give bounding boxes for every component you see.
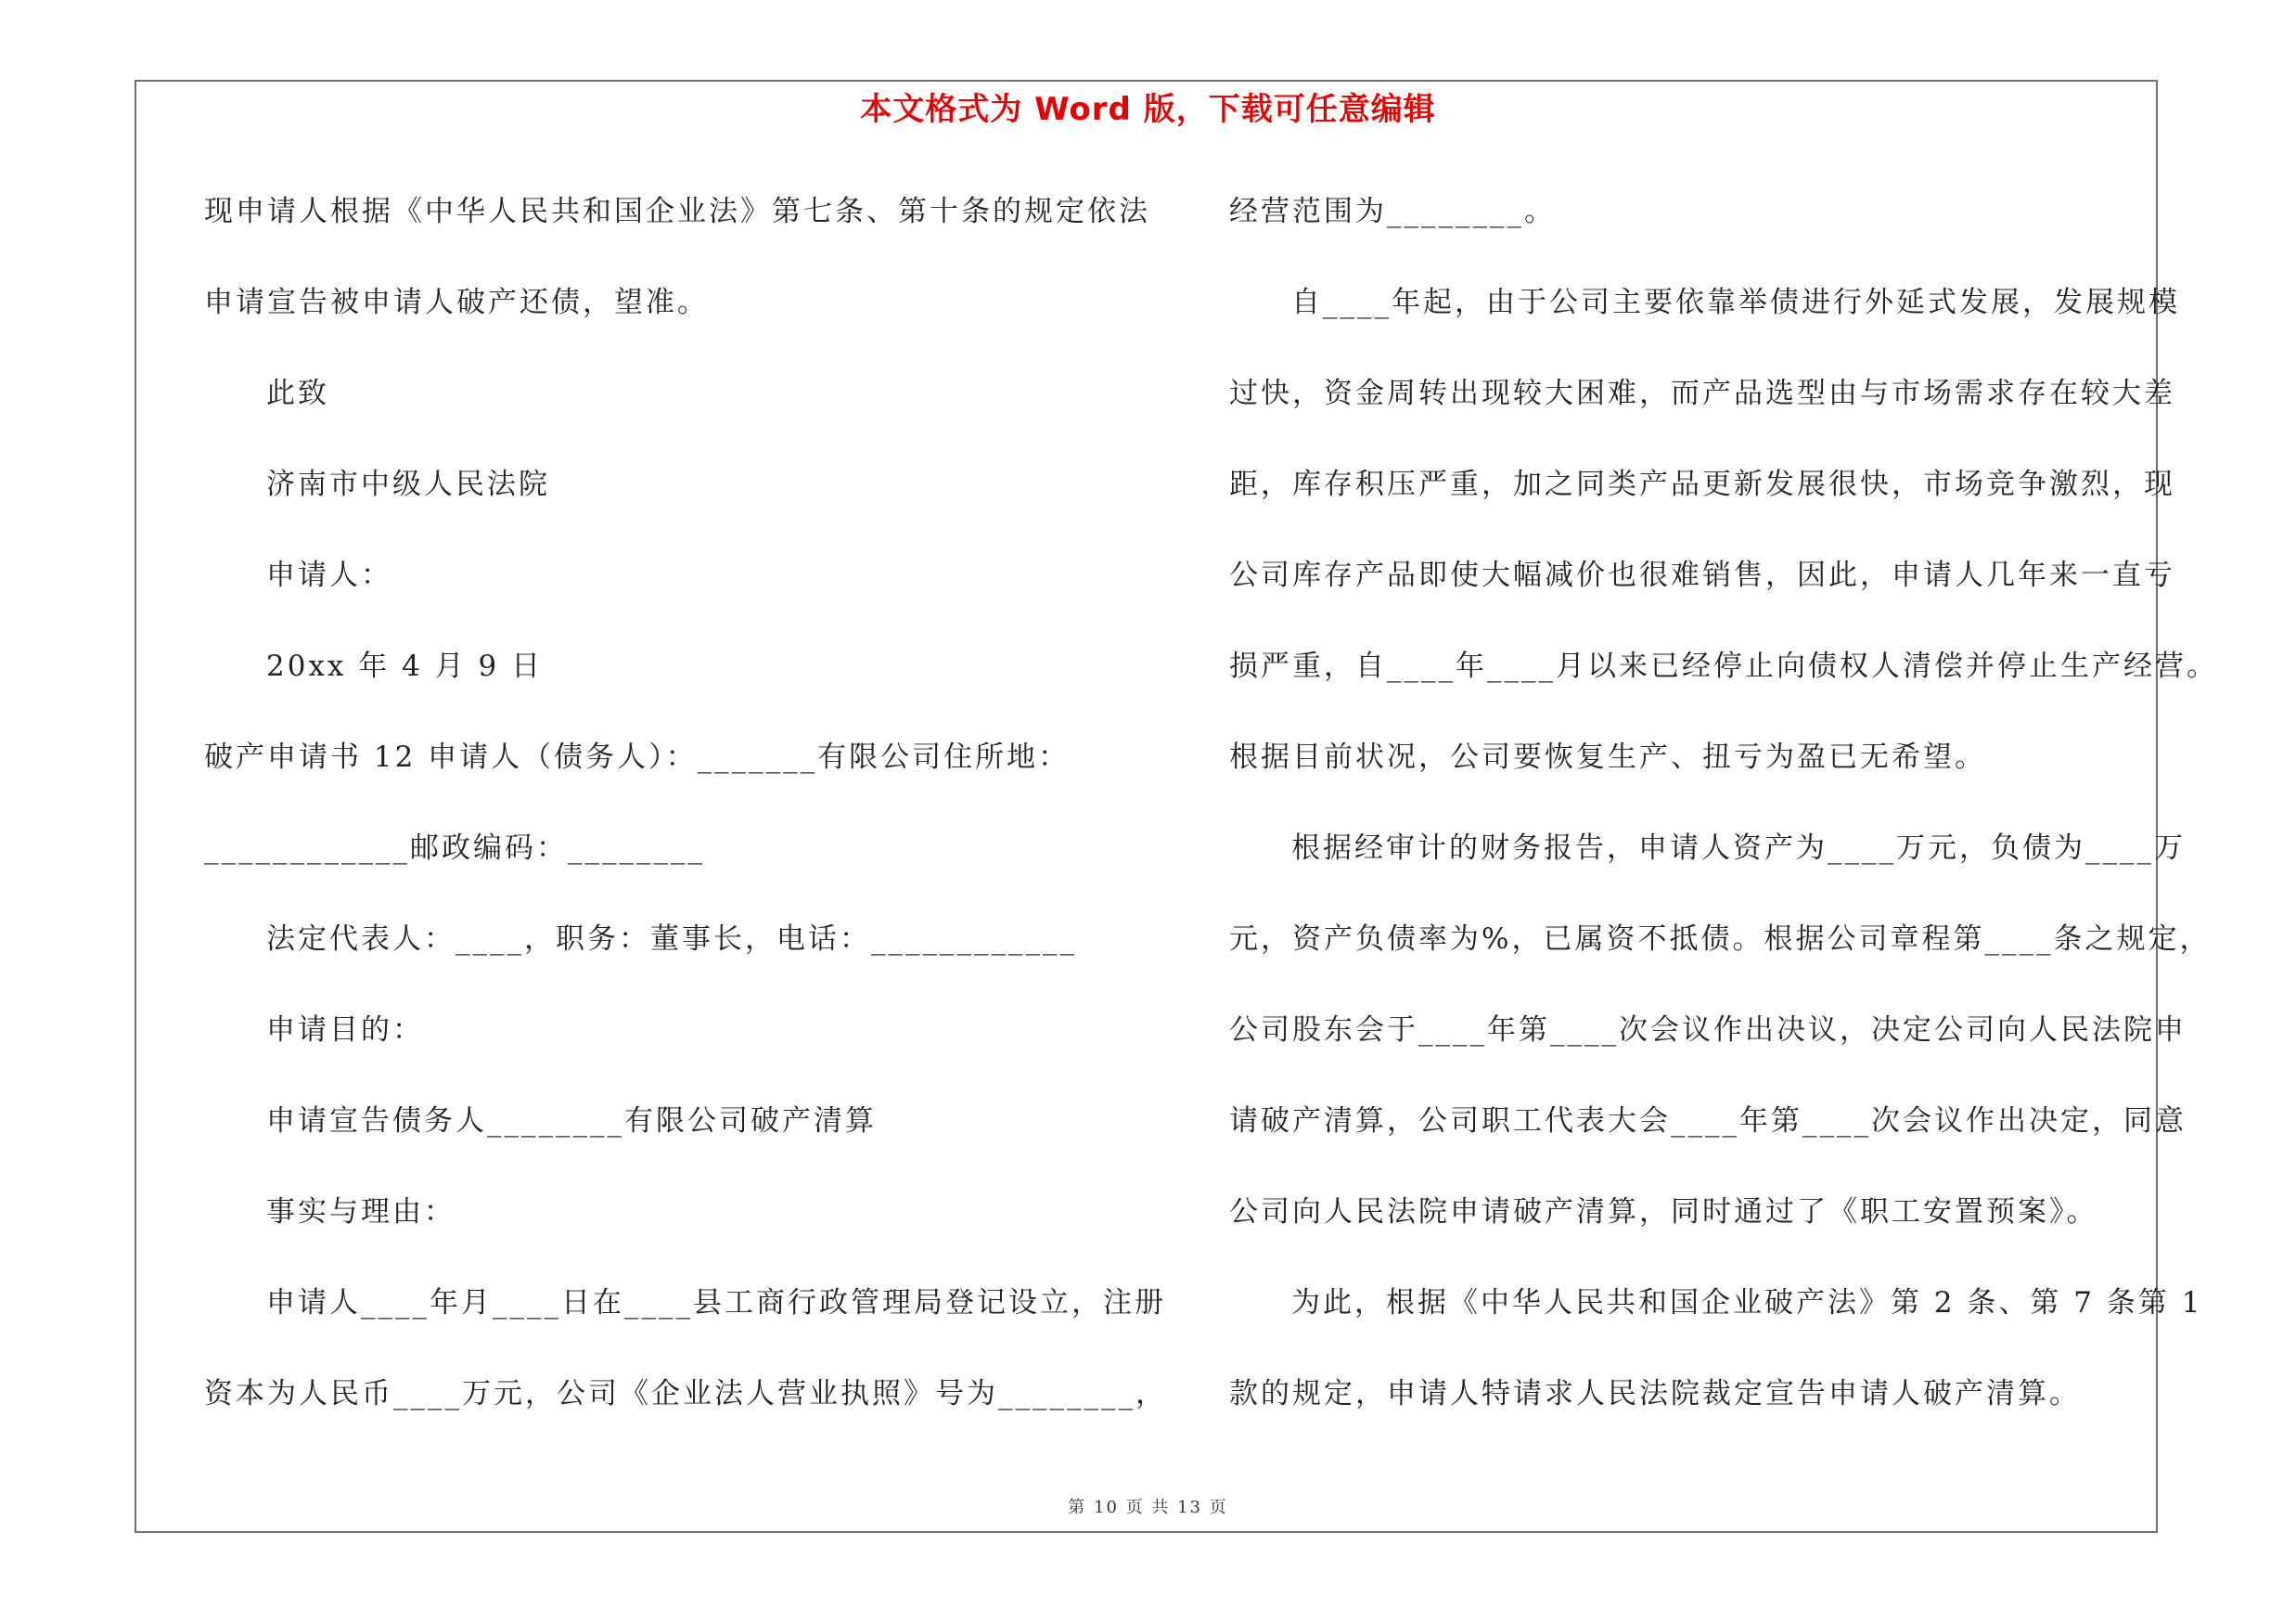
text-line: 申请人： bbox=[266, 559, 392, 592]
text-line: 申请宣告被申请人破产还债，望准。 bbox=[204, 286, 709, 319]
text-line: 公司股东会于____年第____次会议作出决议，决定公司向人民法院申 bbox=[1229, 1013, 2187, 1047]
text-line: 20xx 年 4 月 9 日 bbox=[266, 650, 544, 683]
text-line: 款的规定，申请人特请求人民法院裁定宣告申请人破产清算。 bbox=[1229, 1377, 2081, 1410]
format-notice-banner: 本文格式为 Word 版，下载可任意编辑 bbox=[860, 91, 1436, 128]
text-line: 损严重，自____年____月以来已经停止向债权人清偿并停止生产经营。 bbox=[1229, 650, 2218, 683]
text-line: 此致 bbox=[266, 377, 329, 410]
text-line: 元，资产负债率为%，已属资不抵债。根据公司章程第____条之规定， bbox=[1229, 922, 2212, 956]
text-line: 申请目的： bbox=[266, 1013, 424, 1047]
text-line: 请破产清算，公司职工代表大会____年第____次会议作出决定，同意 bbox=[1229, 1104, 2187, 1138]
text-line: 经营范围为________。 bbox=[1229, 195, 1556, 228]
page-number-footer: 第 10 页 共 13 页 bbox=[1068, 1498, 1228, 1517]
text-line: 资本为人民币____万元，公司《企业法人营业执照》号为________， bbox=[204, 1377, 1167, 1410]
text-line: 法定代表人：____，职务：董事长，电话：____________ bbox=[266, 922, 1077, 956]
text-line: 现申请人根据《中华人民共和国企业法》第七条、第十条的规定依法 bbox=[204, 195, 1150, 228]
text-line: 济南市中级人民法院 bbox=[266, 468, 550, 501]
text-line: ____________邮政编码：________ bbox=[204, 831, 705, 865]
text-line: 申请人____年月____日在____县工商行政管理局登记设立，注册 bbox=[266, 1286, 1166, 1320]
text-line: 距，库存积压严重，加之同类产品更新发展很快，市场竞争激烈，现 bbox=[1229, 468, 2175, 501]
text-line: 根据目前状况，公司要恢复生产、扭亏为盈已无希望。 bbox=[1229, 741, 1986, 774]
text-line: 根据经审计的财务报告，申请人资产为____万元，负债为____万 bbox=[1291, 831, 2186, 865]
text-line: 事实与理由： bbox=[266, 1195, 455, 1229]
text-line: 自____年起，由于公司主要依靠举债进行外延式发展，发展规模 bbox=[1291, 286, 2180, 319]
text-line: 公司库存产品即使大幅减价也很难销售，因此，申请人几年来一直亏 bbox=[1229, 559, 2175, 592]
text-line: 过快，资金周转出现较大困难，而产品选型由与市场需求存在较大差 bbox=[1229, 377, 2175, 410]
text-line: 破产申请书 12 申请人（债务人）：_______有限公司住所地： bbox=[204, 741, 1071, 774]
right-text-column bbox=[1229, 184, 2218, 1457]
text-line: 公司向人民法院申请破产清算，同时通过了《职工安置预案》。 bbox=[1229, 1195, 2098, 1229]
text-line: 为此，根据《中华人民共和国企业破产法》第 2 条、第 7 条第 1 bbox=[1291, 1286, 2203, 1320]
left-text-column bbox=[204, 184, 1167, 1457]
text-line: 申请宣告债务人________有限公司破产清算 bbox=[266, 1104, 877, 1138]
